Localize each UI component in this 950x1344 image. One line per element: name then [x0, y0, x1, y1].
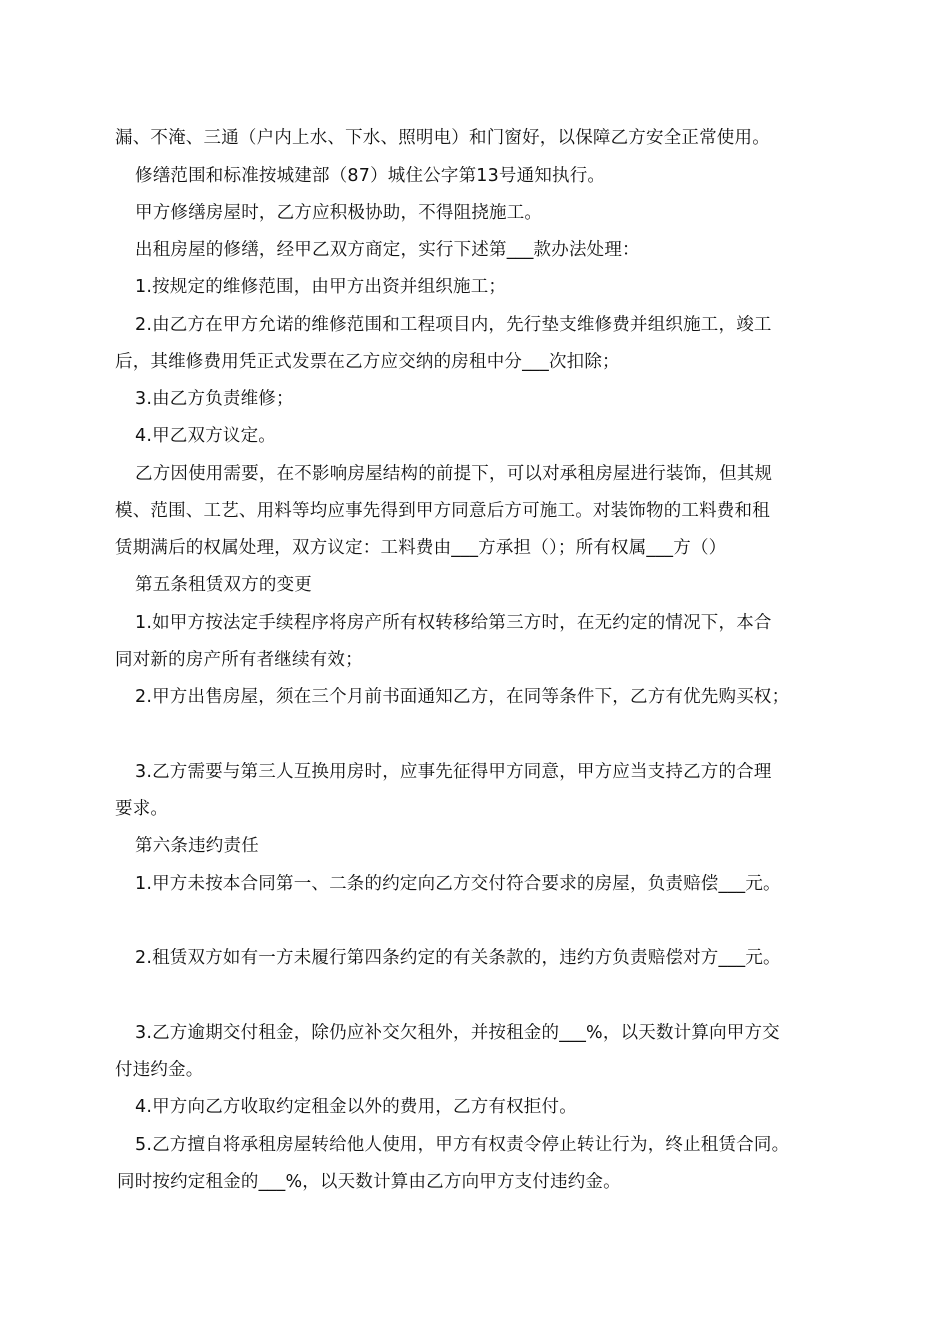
list-item: 4.甲乙双方议定。: [135, 426, 276, 446]
list-item: 5.乙方擅自将承租房屋转给他人使用，甲方有权责令停止转让行为，终止租赁合同。: [135, 1135, 790, 1155]
list-item: 2.由乙方在甲方允诺的维修范围和工程项目内，先行垫支维修费并组织施工，竣工: [135, 315, 772, 335]
text-line: 修缮范围和标准按城建部（87）城住公字第13号通知执行。: [135, 166, 606, 186]
section-heading: 第五条租赁双方的变更: [135, 575, 312, 595]
list-item: 4.甲方向乙方收取约定租金以外的费用，乙方有权拒付。: [135, 1097, 577, 1117]
text-line: 甲方修缮房屋时，乙方应积极协助，不得阻挠施工。: [135, 203, 543, 223]
list-item: 2.甲方出售房屋，须在三个月前书面通知乙方，在同等条件下，乙方有优先购买权；: [135, 687, 790, 707]
text-line: 同对新的房产所有者继续有效；: [115, 650, 363, 670]
text-line: 出租房屋的修缮，经甲乙双方商定，实行下述第___款办法处理：: [135, 240, 640, 260]
text-line: 赁期满后的权属处理，双方议定：工料费由___方承担（）；所有权属___方（）: [115, 538, 727, 558]
text-line: 乙方因使用需要，在不影响房屋结构的前提下，可以对承租房屋进行装饰，但其规: [135, 464, 773, 484]
list-item: 2.租赁双方如有一方未履行第四条约定的有关条款的，违约方负责赔偿对方___元。: [135, 948, 781, 968]
text-line: 后，其维修费用凭正式发票在乙方应交纳的房租中分___次扣除；: [115, 352, 620, 372]
text-line: 付违约金。: [115, 1060, 204, 1080]
text-line: 漏、不淹、三通（户内上水、下水、照明电）和门窗好，以保障乙方安全正常使用。: [115, 128, 770, 148]
list-item: 1.如甲方按法定手续程序将房产所有权转移给第三方时，在无约定的情况下，本合: [135, 613, 772, 633]
text-line: 同时按约定租金的___%，以天数计算由乙方向甲方支付违约金。: [117, 1172, 621, 1192]
section-heading: 第六条违约责任: [135, 836, 259, 856]
list-item: 1.甲方未按本合同第一、二条的约定向乙方交付符合要求的房屋，负责赔偿___元。: [135, 874, 781, 894]
list-item: 1.按规定的维修范围，由甲方出资并组织施工；: [135, 277, 507, 297]
list-item: 3.由乙方负责维修；: [135, 389, 294, 409]
list-item: 3.乙方逾期交付租金，除仍应补交欠租外，并按租金的___%，以天数计算向甲方交: [135, 1023, 780, 1043]
text-line: 模、范围、工艺、用料等均应事先得到甲方同意后方可施工。对装饰物的工料费和租: [115, 501, 770, 521]
list-item: 3.乙方需要与第三人互换用房时，应事先征得甲方同意，甲方应当支持乙方的合理: [135, 762, 772, 782]
text-line: 要求。: [115, 799, 169, 819]
